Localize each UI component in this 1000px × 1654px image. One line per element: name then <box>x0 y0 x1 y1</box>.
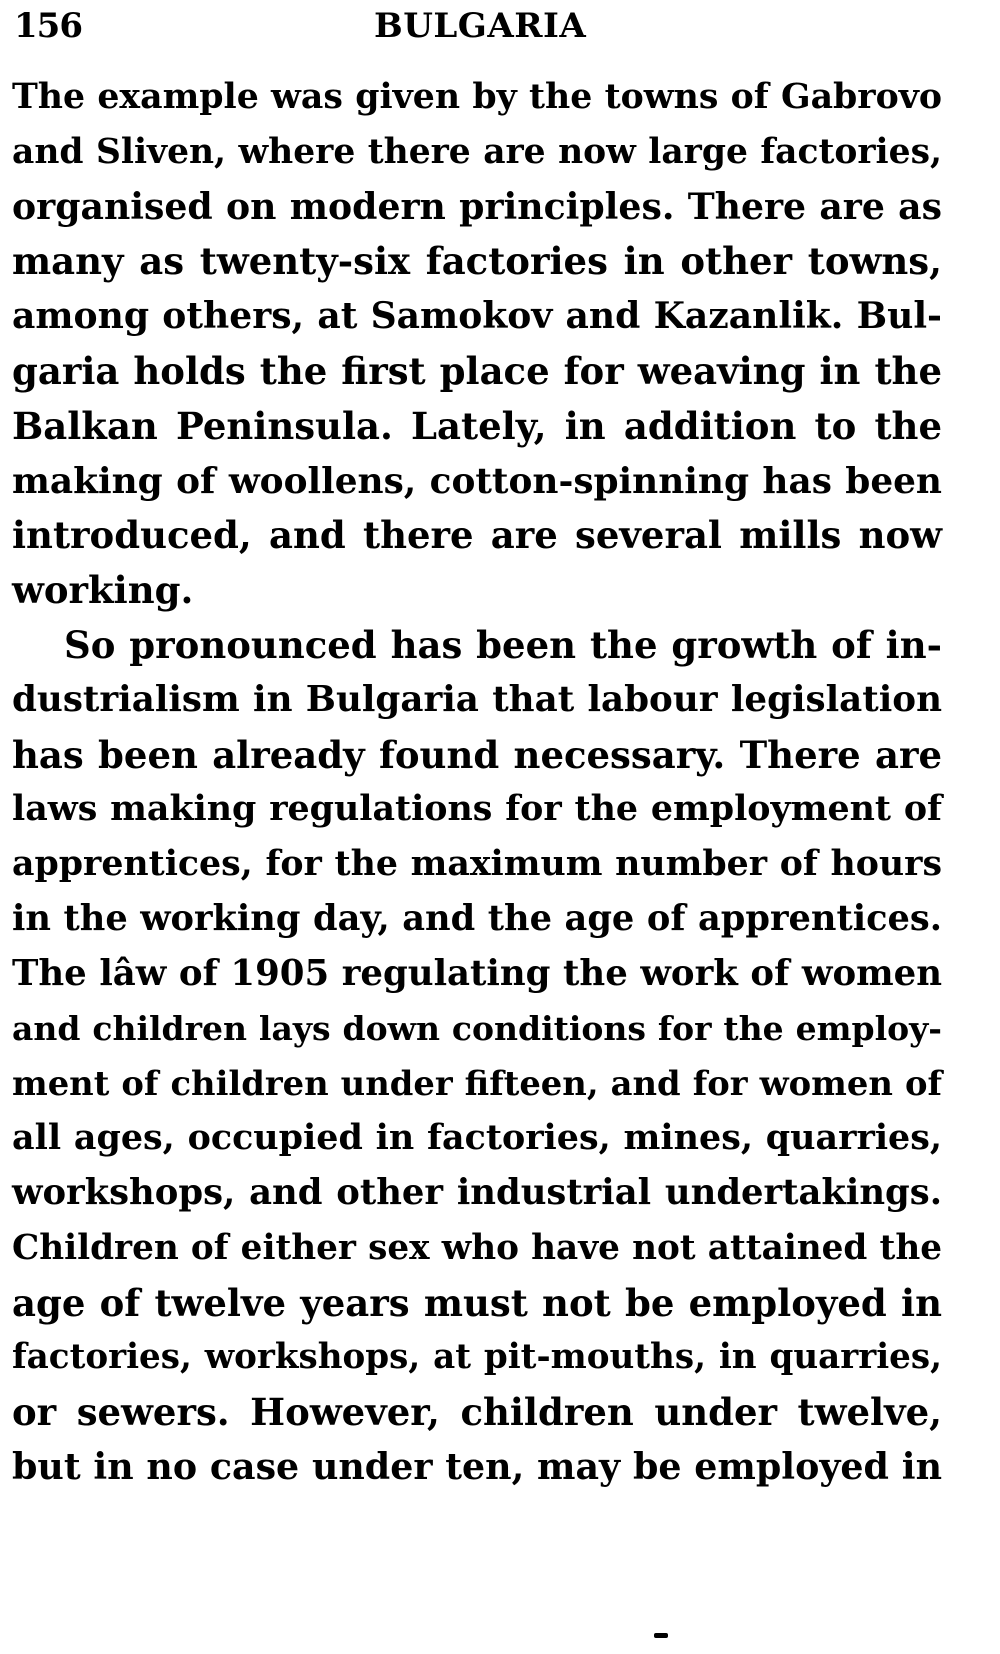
paragraph-2 <box>12 618 942 1495</box>
text-line: dustrialism in Bulgaria that labour legislation <box>12 678 942 720</box>
text-line: but in no case under ten, may be employed in <box>12 1444 942 1488</box>
running-title: BULGARIA <box>374 6 587 46</box>
text-line: has been already found necessary. There are <box>12 732 942 777</box>
text-line: among others, at Samokov and Kazanlik. Bul- <box>12 294 942 338</box>
text-line: laws making regulations for the employment of <box>12 788 942 830</box>
page-number: 156 <box>14 6 82 46</box>
text-line: all ages, occupied in factories, mines, quarries, <box>12 1117 942 1159</box>
text-line: introduced, and there are several mills now <box>12 513 942 558</box>
text-line: organised on modern principles. There are as <box>12 184 942 228</box>
body-text <box>12 70 942 1495</box>
paragraph-1 <box>12 70 942 618</box>
text-line: So pronounced has been the growth of in- <box>64 622 942 667</box>
text-line: The example was given by the towns of Gabrovo <box>12 76 942 117</box>
print-mark <box>654 1633 668 1638</box>
text-line: The lâw of 1905 regulating the work of women <box>12 952 942 994</box>
text-line: age of twelve years must not be employed in <box>12 1280 942 1325</box>
text-line: apprentices, for the maximum number of hours <box>12 843 942 885</box>
text-line: in the working day, and the age of apprentices. <box>12 897 942 939</box>
text-line: Children of either sex who have not attained the <box>12 1227 942 1268</box>
text-line: working. <box>12 568 194 613</box>
text-line: ment of children under fifteen, and for women of <box>12 1063 942 1104</box>
text-line: Balkan Peninsula. Lately, in addition to the <box>12 403 942 448</box>
running-head <box>14 6 944 50</box>
text-line: factories, workshops, at pit-mouths, in quarries, <box>12 1337 942 1378</box>
text-line: and children lays down conditions for the employ- <box>12 1008 942 1048</box>
text-line: garia holds the first place for weaving in the <box>12 348 942 393</box>
text-line: and Sliven, where there are now large factories, <box>12 131 942 172</box>
text-line: making of woollens, cotton-spinning has been <box>12 459 942 502</box>
text-line: workshops, and other industrial undertakings. <box>12 1171 942 1213</box>
text-line: or sewers. However, children under twelve, <box>12 1390 942 1435</box>
text-line: many as twenty-six factories in other towns, <box>12 239 942 284</box>
